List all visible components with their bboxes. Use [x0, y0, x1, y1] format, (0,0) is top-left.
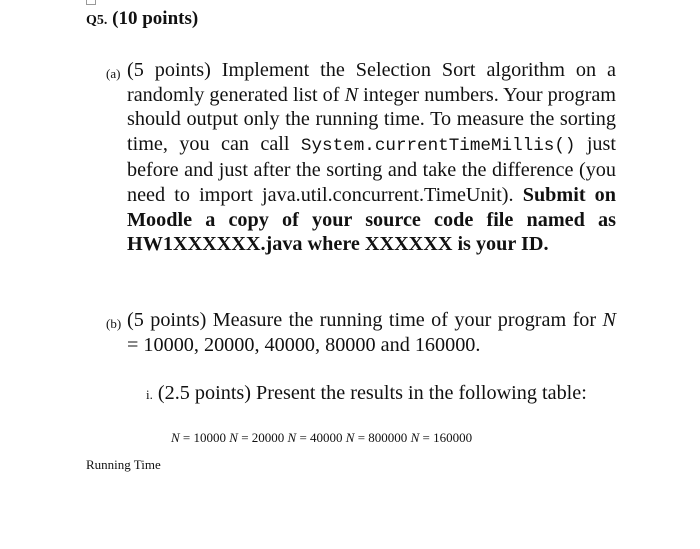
question-number: Q5. [86, 13, 108, 28]
part-a-text [127, 58, 616, 257]
table-header-cell: N = 10000 [171, 430, 230, 445]
part-b-i-text [146, 381, 616, 408]
table-header-cell: N = 40000 [287, 430, 346, 445]
table-row-label: Running Time [86, 457, 161, 472]
checkbox-mark [86, 0, 96, 5]
part-b-label: (b) [106, 316, 122, 331]
table-header-cell: N = 160000 [410, 430, 473, 445]
part-b-i-instruction: (2.5 points) Present the results in the following table: [157, 382, 587, 404]
part-a-text-2: integer numbers. Your program should output only the running time. To measure the sorting time, you can call [127, 83, 616, 155]
part-a-submit-instructions: Submit on Moodle a copy of your source code file named as HW1XXXXXX.java where XXXXXX is your ID. [127, 183, 617, 256]
part-b-i-label: i. [146, 387, 153, 402]
part-a-label: (a) [106, 66, 121, 81]
part-b-text-1: (5 points) Measure the running time of your program for [127, 309, 603, 331]
part-a-text-1: (5 points) Implement the Selection Sort algorithm on a randomly generated list of [127, 59, 616, 106]
part-b-variable-n: N [602, 309, 616, 331]
table-header-cell: N = 20000 [229, 430, 288, 445]
question-points: (10 points) [112, 8, 199, 29]
table-header-row [171, 430, 472, 446]
table-header-cell: N = 800000 [345, 430, 411, 445]
part-a-text-3: just before and just after the sorting and take the difference (you need to import java.util.concurrent.TimeUnit). [127, 132, 616, 206]
part-b-text-2: = 10000, 20000, 40000, 80000 and 160000. [127, 333, 481, 356]
part-b-text [127, 308, 616, 357]
question-title [86, 8, 198, 30]
part-a-variable-n: N [344, 83, 359, 106]
part-a-code: System.currentTimeMillis() [300, 135, 576, 156]
